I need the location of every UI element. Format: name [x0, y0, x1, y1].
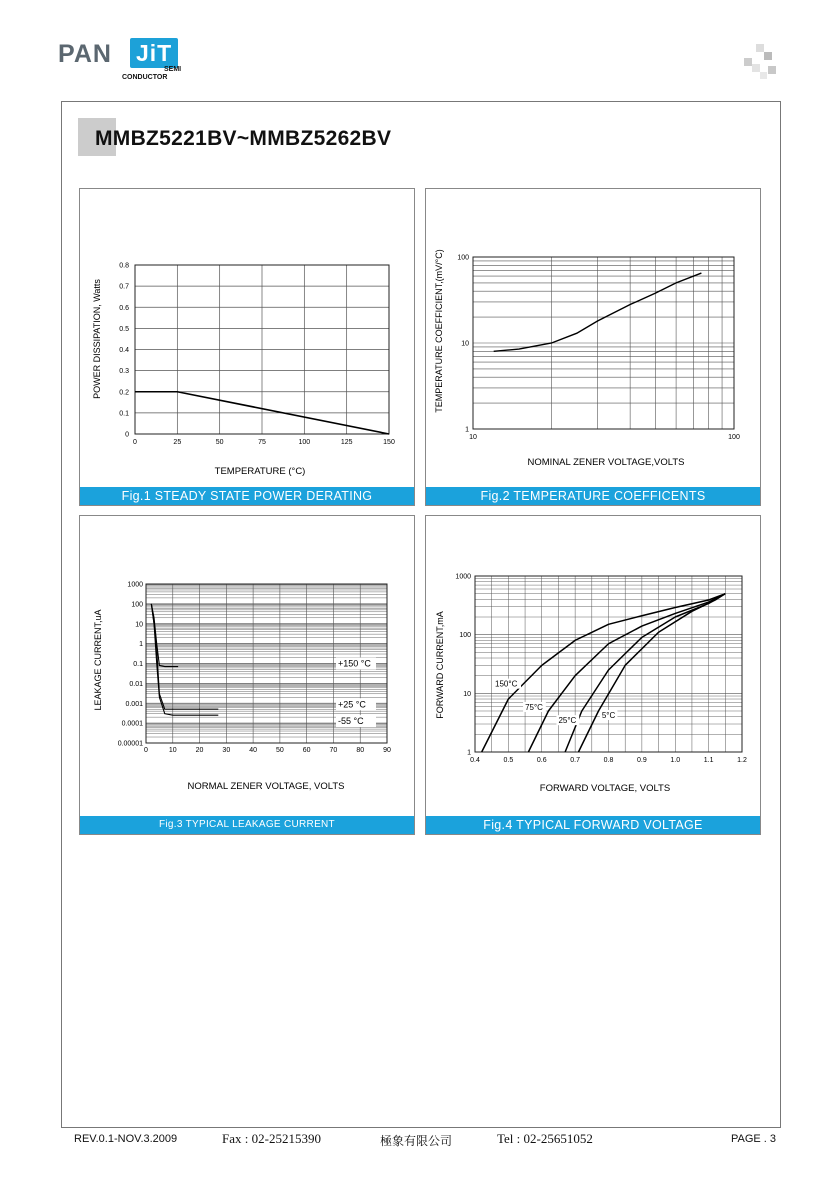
fig3-ytick-label: 0.0001	[121, 720, 143, 728]
fig3-series-line	[151, 604, 218, 709]
fig1-ytick-label: 0.2	[119, 389, 129, 397]
fig3-caption: Fig.3 TYPICAL LEAKAGE CURRENT	[80, 816, 414, 834]
fig3-chart	[80, 516, 414, 834]
fig1-xlabel: TEMPERATURE (°C)	[214, 466, 306, 477]
fig4-caption: Fig.4 TYPICAL FORWARD VOLTAGE	[426, 816, 760, 834]
fig3-ytick-label: 0.01	[129, 680, 143, 688]
fig4-ytick-label: 10	[463, 690, 471, 698]
fig4-series-line	[565, 594, 725, 752]
fig4-series-label: 5°C	[601, 710, 616, 720]
fig3-ytick-label: 0.001	[125, 700, 143, 708]
fig1-ytick-label: 0.5	[119, 325, 129, 333]
fig4-xtick-label: 1.2	[737, 757, 747, 764]
fig4-series-line	[482, 594, 726, 752]
fig4-series-line	[578, 594, 725, 752]
fig1-ytick-label: 0.6	[119, 304, 129, 312]
fig3-ytick-label: 0.00001	[117, 740, 143, 748]
fig4-xtick-label: 1.1	[703, 757, 714, 764]
footer-page-number: PAGE . 3	[731, 1133, 777, 1145]
fig4-ytick-label: 1	[467, 749, 471, 757]
fig1-xtick-label: 125	[340, 439, 353, 446]
fig4-xtick-label: 0.9	[637, 757, 647, 764]
fig4-series-label: 75°C	[525, 702, 543, 712]
footer-revision: REV.0.1-NOV.3.2009	[74, 1133, 178, 1145]
fig3-ytick-label: 1000	[127, 581, 143, 589]
figure-1-panel	[79, 188, 415, 506]
fig1-ylabel: POWER DISSIPATION, Watts	[92, 279, 102, 399]
fig3-xtick-label: 50	[275, 747, 284, 754]
fig3-xtick-label: 90	[383, 747, 391, 754]
fig4-chart	[426, 516, 760, 834]
fig4-xtick-label: 1.0	[670, 757, 681, 764]
fig3-xtick-label: 40	[249, 747, 258, 754]
fig4-xtick-label: 0.5	[503, 757, 514, 764]
panjit-logo	[58, 36, 198, 88]
fig1-xtick-label: 150	[383, 439, 395, 446]
logo-pan-text: PAN	[58, 40, 112, 68]
fig1-ytick-label: 0.8	[119, 262, 129, 270]
fig2-ytick-label: 1	[465, 426, 469, 434]
fig1-xtick-label: 50	[215, 439, 224, 446]
fig3-ytick-label: 100	[131, 601, 143, 609]
fig1-ytick-label: 0.4	[119, 347, 129, 354]
fig1-ytick-label: 0.1	[119, 410, 129, 418]
fig3-ytick-label: 0.1	[133, 661, 143, 668]
fig3-ytick-label: 1	[139, 641, 143, 649]
fig1-xtick-label: 25	[173, 439, 182, 446]
logo-semi-text: SEMI	[164, 66, 182, 73]
decorative-squares-icon	[744, 44, 780, 80]
fig4-xlabel: FORWARD VOLTAGE, VOLTS	[539, 783, 671, 794]
fig4-ylabel: FORWARD CURRENT,mA	[435, 611, 445, 719]
figure-2-panel	[425, 188, 761, 506]
fig3-xtick-label: 10	[168, 747, 177, 754]
fig4-ytick-label: 100	[459, 632, 471, 640]
footer-tel: Tel : 02-25651052	[497, 1131, 593, 1146]
fig3-ylabel: LEAKAGE CURRENT,uA	[93, 609, 103, 711]
fig2-xtick-label: 10	[469, 434, 477, 441]
fig3-xtick-label: 80	[356, 747, 365, 754]
fig3-series-label: +25 °C	[338, 699, 366, 710]
fig4-ytick-label: 1000	[455, 573, 471, 581]
fig4-xtick-label: 0.6	[536, 757, 547, 764]
fig3-xtick-label: 20	[195, 747, 204, 754]
fig3-xtick-label: 60	[302, 747, 311, 754]
fig1-xtick-label: 0	[133, 439, 137, 446]
fig2-ylabel: TEMPERATURE COEFFICIENT,(mV/°C)	[434, 249, 444, 413]
fig2-ytick-label: 10	[461, 340, 469, 348]
fig4-series-line	[528, 594, 725, 752]
fig3-xtick-label: 0	[144, 747, 148, 754]
fig3-series-label: +150 °C	[338, 658, 371, 669]
fig1-xtick-label: 100	[298, 439, 311, 446]
fig2-xlabel: NOMINAL ZENER VOLTAGE,VOLTS	[527, 457, 685, 468]
fig4-series-label: 150°C	[495, 679, 518, 689]
fig1-caption: Fig.1 STEADY STATE POWER DERATING	[80, 487, 414, 505]
fig2-ytick-label: 100	[457, 254, 469, 262]
fig3-xtick-label: 70	[329, 747, 338, 754]
fig1-xtick-label: 75	[258, 439, 266, 446]
figure-4-panel	[425, 515, 761, 835]
figure-3-panel	[79, 515, 415, 835]
fig1-chart	[80, 189, 414, 505]
fig4-series-label: 25°C	[558, 716, 577, 726]
fig3-xlabel: NORMAL ZENER VOLTAGE, VOLTS	[187, 781, 345, 792]
fig4-xtick-label: 0.4	[470, 757, 480, 764]
fig4-xtick-label: 0.8	[603, 757, 614, 764]
fig2-chart	[426, 189, 760, 505]
page-title: MMBZ5221BV~MMBZ5262BV	[95, 127, 392, 150]
fig4-xtick-label: 0.7	[570, 757, 580, 764]
fig1-ytick-label: 0.3	[119, 368, 129, 376]
fig3-ytick-label: 10	[135, 621, 143, 629]
logo-conductor-text: CONDUCTOR	[122, 74, 168, 81]
logo-jit-text: JiT	[130, 38, 178, 68]
footer-company: 極象有限公司	[380, 1134, 453, 1148]
fig3-xtick-label: 30	[222, 747, 231, 754]
fig1-ytick-label: 0	[125, 431, 129, 439]
fig2-caption: Fig.2 TEMPERATURE COEFFICENTS	[426, 487, 760, 505]
footer-fax: Fax : 02-25215390	[222, 1131, 321, 1146]
fig3-series-label: -55 °C	[338, 716, 364, 727]
fig1-ytick-label: 0.7	[119, 283, 129, 291]
fig2-xtick-label: 100	[728, 434, 740, 441]
